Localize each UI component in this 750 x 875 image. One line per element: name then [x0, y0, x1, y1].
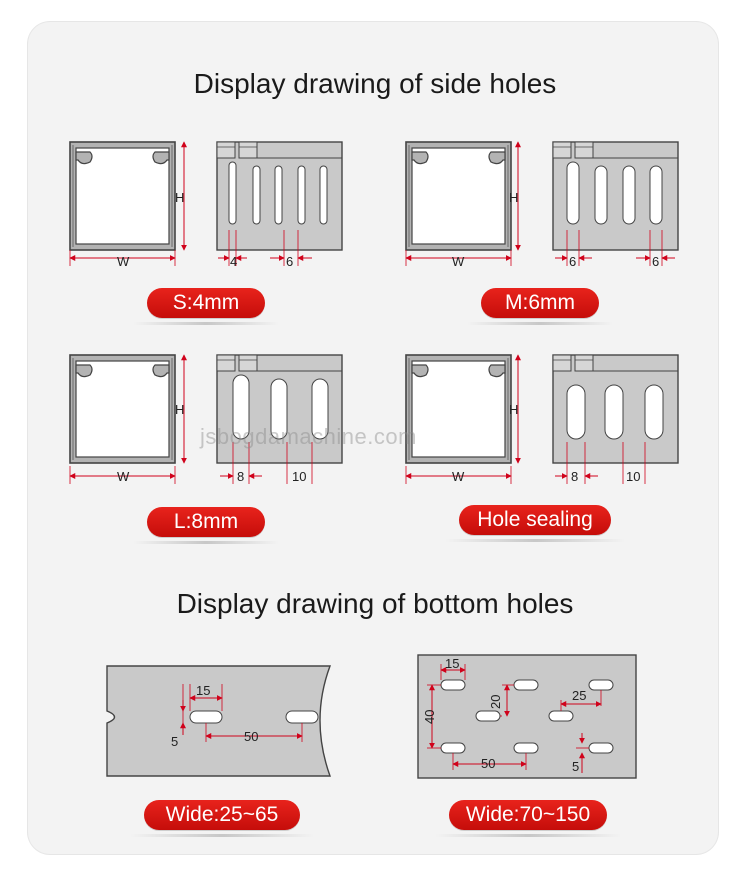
dim-6-m-a: 6 [569, 254, 577, 269]
dim-h-sealing: H [509, 402, 519, 417]
section-sealing [406, 355, 511, 463]
dim-w-l: W [117, 469, 130, 484]
dim-w-sealing: W [452, 469, 465, 484]
dim-4: 4 [230, 254, 238, 269]
section-s [70, 142, 175, 250]
dim-w-s: W [117, 254, 130, 269]
dim-40-large: 40 [422, 709, 437, 724]
label-wide-large: Wide:70~150 [449, 800, 607, 830]
panel-sealing [553, 355, 678, 463]
dim-50-small: 50 [244, 729, 259, 744]
label-wide-small: Wide:25~65 [144, 800, 300, 830]
side-holes-heading: Display drawing of side holes [193, 68, 557, 99]
dim-8-sealing: 8 [571, 469, 579, 484]
panel-m [553, 142, 678, 250]
label-hole-sealing: Hole sealing [459, 505, 611, 535]
label-medium-holes: M:6mm [481, 288, 599, 318]
dim-6-s: 6 [286, 254, 294, 269]
dim-15-large: 15 [445, 656, 460, 671]
dim-h-s: H [175, 190, 185, 205]
bottom-panel-small [107, 666, 330, 776]
dim-5-small: 5 [171, 734, 179, 749]
dim-10-l: 10 [292, 469, 307, 484]
bottom-holes-heading: Display drawing of bottom holes [176, 588, 574, 619]
label-large-holes: L:8mm [147, 507, 265, 537]
dim-w-m: W [452, 254, 465, 269]
dim-5-large: 5 [572, 759, 580, 774]
watermark: jsbogdamachine.com [200, 424, 417, 449]
dim-h-l: H [175, 402, 185, 417]
dim-15-small: 15 [196, 683, 211, 698]
section-l [70, 355, 175, 463]
dim-8-l: 8 [237, 469, 245, 484]
bottom-panel-large [418, 655, 636, 778]
dim-25-large: 25 [572, 688, 587, 703]
dim-h-m: H [509, 190, 519, 205]
dim-20-large: 20 [488, 694, 503, 709]
dim-50-large: 50 [481, 756, 496, 771]
dim-10-sealing: 10 [626, 469, 641, 484]
label-small-holes: S:4mm [147, 288, 265, 318]
section-m [406, 142, 511, 250]
dim-6-m-b: 6 [652, 254, 660, 269]
